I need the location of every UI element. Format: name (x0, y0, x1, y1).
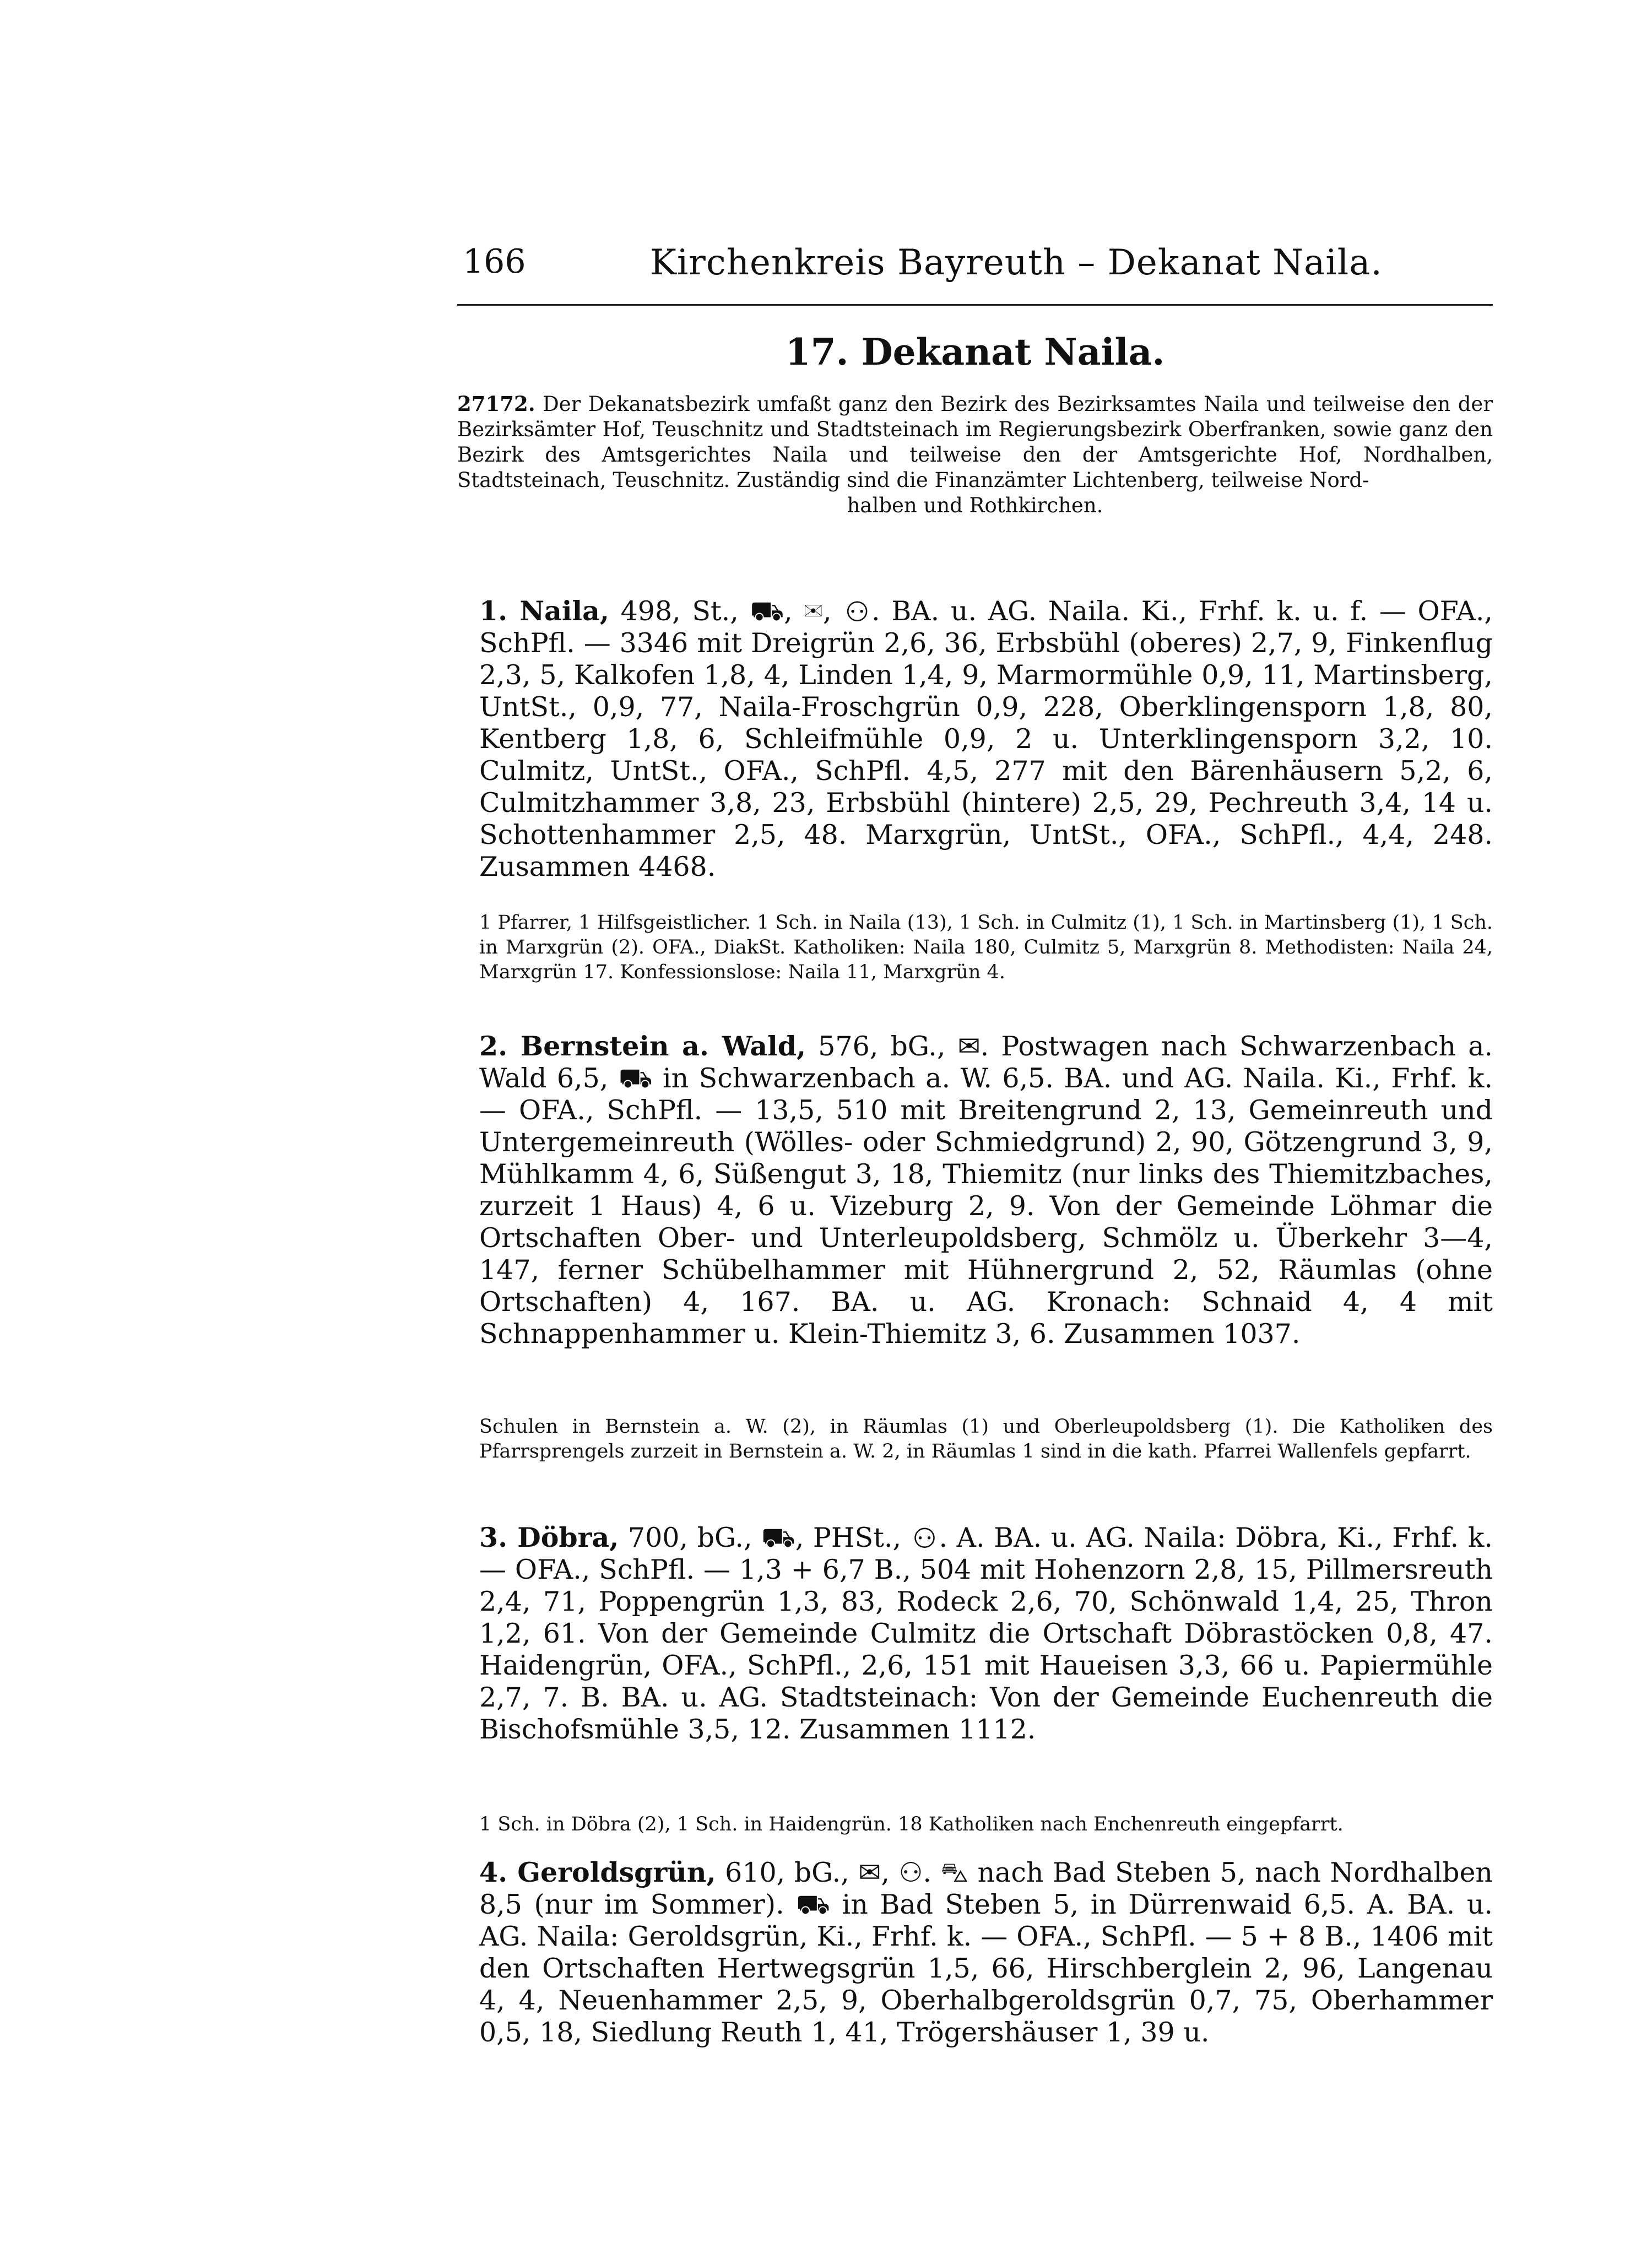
entry-doebra (479, 1521, 1493, 1746)
intro-tail: halben und Rothkirchen. (847, 494, 1103, 517)
book-page (457, 242, 1493, 2048)
entry-geroldsgruen (479, 1856, 1493, 2049)
running-title: Kirchenkreis Bayreuth – Dekanat Naila. (650, 242, 1383, 283)
entry-text: 700, bG., ⛟, PHSt., ⚇. A. BA. u. AG. Naila: Döbra, Ki., Frhf. k. — OFA., SchPfl. — 1,3 + 6,7 B., 504 mit Hohenzorn 2,8, 15, Pillmersreuth 2,4, 71, Poppengrün 1,3, 83, Rodeck 2,6, 70, Schönwald 1,4, 25, Thron 1,2, 61. Von der Gemeinde Culmitz die Ortschaft Döbrastöcken 0,8, 47. Haidengrün, OFA., SchPfl., 2,6, 151 mit Haueisen 3,3, 66 u. Papiermühle 2,7, 7. B. BA. u. AG. Stadtsteinach: Von der Gemeinde Euchenreuth die Bischofsmühle 3,5, 12. Zusammen 1112. (479, 1522, 1493, 1745)
page-header (457, 242, 1493, 297)
page-number: 166 (463, 242, 526, 281)
entry-bernstein (479, 1030, 1493, 1350)
entry-text: 498, St., ⛟, ✉, ⚇. BA. u. AG. Naila. Ki., Frhf. k. u. f. — OFA., SchPfl. — 3346 mit Dreigrün 2,6, 36, Erbsbühl (oberes) 2,7, 9, Finkenflug 2,3, 5, Kalkofen 1,8, 4, Linden 1,4, 9, Marmormühle 0,9, 11, Martinsberg, UntSt., 0,9, 77, Naila-Froschgrün 0,9, 228, Oberklingensporn 1,8, 80, Kentberg 1,8, 6, Schleifmühle 0,9, 2 u. Unterklingensporn 3,2, 10. Culmitz, UntSt., OFA., SchPfl. 4,5, 277 mit den Bärenhäusern 5,2, 6, Culmitzhammer 3,8, 23, Erbsbühl (hintere) 2,5, 29, Pechreuth 3,4, 14 u. Schottenhammer 2,5, 48. Marxgrün, UntSt., OFA., SchPfl., 4,4, 248. Zusammen 4468. (479, 595, 1493, 882)
entry-naila (479, 595, 1493, 883)
section-title: 17. Dekanat Naila. (785, 331, 1165, 373)
entry-heading: 3. Döbra, (479, 1521, 619, 1553)
entry-text: 610, bG., ✉, ⚇. ⛍ nach Bad Steben 5, nach Nordhalben 8,5 (nur im Sommer). ⛟ in Bad Steben 5, in Dürrenwaid 6,5. A. BA. u. AG. Naila: Geroldsgrün, Ki., Frhf. k. — OFA., SchPfl. — 5 + 8 B., 1406 mit den Ortschaften Hertwegsgrün 1,5, 66, Hirschberglein 2, 96, Langenau 4, 4, Neuenhammer 2,5, 9, Oberhalbgeroldsgrün 0,7, 75, Oberhammer 0,5, 18, Siedlung Reuth 1, 41, Trögershäuser 1, 39 u. (479, 1857, 1493, 2048)
entry-heading: 1. Naila, (479, 595, 609, 627)
entry-note: Schulen in Bernstein a. W. (2), in Räumlas (1) und Oberleupoldsberg (1). Die Katholiken des Pfarrsprengels zurzeit in Bernstein a. W. 2, in Räumlas 1 sind in die kath. Pfarrei Wallenfels gepfarrt. (479, 1416, 1493, 1462)
entry-note: 1 Sch. in Döbra (2), 1 Sch. in Haidengrün. 18 Katholiken nach Enchenreuth eingepfarrt. (479, 1813, 1344, 1835)
intro-number: 27172. (457, 392, 535, 416)
entry-note: 1 Pfarrer, 1 Hilfsgeistlicher. 1 Sch. in Naila (13), 1 Sch. in Culmitz (1), 1 Sch. in Martinsberg (1), 1 Sch. in Marxgrün (2). OFA., DiakSt. Katholiken: Naila 180, Culmitz 5, Marxgrün 8. Methodisten: Naila 24, Marxgrün 17. Konfessionslose: Naila 11, Marxgrün 4. (479, 912, 1493, 983)
intro-text: Der Dekanatsbezirk umfaßt ganz den Bezirk des Bezirksamtes Naila und teilweise den der Bezirksämter Hof, Teuschnitz und Stadtsteinach im Regierungsbezirk Oberfranken, sowie ganz den Bezirk des Amtsgerichtes Naila und teilweise den der Amtsgerichte Hof, Nordhalben, Stadtsteinach, Teuschnitz. Zuständig sind die Finanzämter Lichtenberg, teilweise Nord- (457, 392, 1493, 492)
header-rule (457, 304, 1493, 306)
entry-heading: 4. Geroldsgrün, (479, 1856, 716, 1888)
entry-heading: 2. Bernstein a. Wald, (479, 1030, 806, 1062)
entry-text: 576, bG., ✉. Postwagen nach Schwarzenbach a. Wald 6,5, ⛟ in Schwarzenbach a. W. 6,5. BA. und AG. Naila. Ki., Frhf. k. — OFA., SchPfl. — 13,5, 510 mit Breitengrund 2, 13, Gemeinreuth und Untergemeinreuth (Wölles- oder Schmiedgrund) 2, 90, Götzengrund 3, 9, Mühlkamm 4, 6, Süßengut 3, 18, Thiemitz (nur links des Thiemitzbaches, zurzeit 1 Haus) 4, 6 u. Vizeburg 2, 9. Von der Gemeinde Löhmar die Ortschaften Ober- und Unterleupoldsberg, Schmölz u. Überkehr 3—4, 147, ferner Schübelhammer mit Hühnergrund 2, 52, Räumlas (ohne Ortschaften) 4, 167. BA. u. AG. Kronach: Schnaid 4, 4 mit Schnappenhammer u. Klein-Thiemitz 3, 6. Zusammen 1037. (479, 1031, 1493, 1350)
section-intro (457, 391, 1493, 518)
